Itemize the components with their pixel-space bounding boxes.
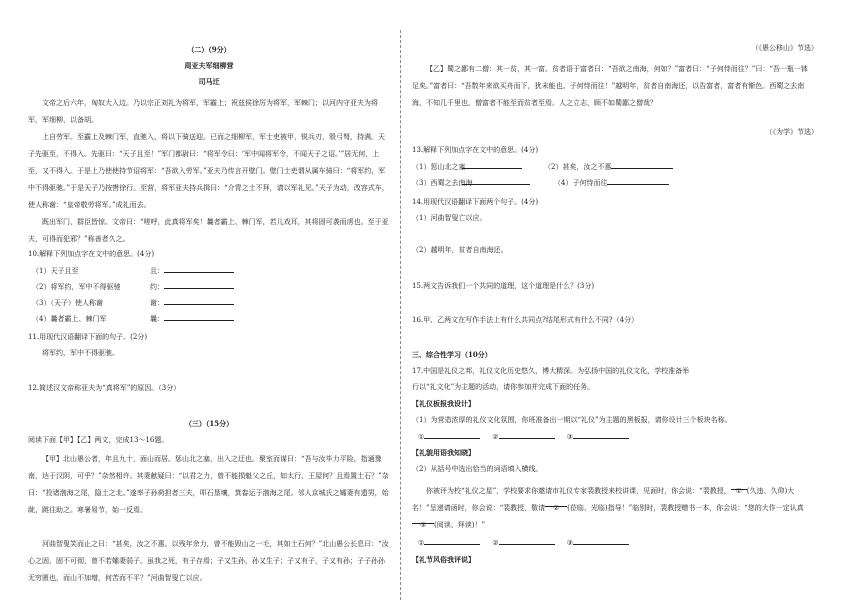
q13-row-2 — [412, 178, 669, 188]
subtask-2-blanks — [418, 538, 629, 548]
sub2-answer-blank-2[interactable] — [499, 538, 555, 545]
question-17-line-1: 17.中国是礼仪之邦，礼仪文化历史悠久，博大精深。为弘扬中国的礼仪文化，学校准备举 — [412, 367, 690, 375]
q10-item-4-text: （4）曩者霸上、棘门军 — [32, 315, 107, 323]
q14-sentence-1: （1）河曲智叟亡以应。 — [412, 214, 487, 222]
q10-blank-2[interactable] — [164, 282, 234, 289]
q10-item-3-text: （3）（天子）使人称谢 — [32, 299, 103, 307]
q10-item-3 — [32, 298, 234, 308]
sub2-num-1: ① — [735, 487, 742, 495]
q13-blank-2[interactable] — [611, 162, 673, 169]
source-1: （《愚公移山》节选） — [751, 44, 818, 52]
q13-blank-1[interactable] — [462, 162, 522, 169]
subtask-2-question: （2）从括号中选出恰当的词语填入横线。 — [412, 465, 543, 473]
q10-item-1-key: 且： — [150, 267, 164, 275]
q10-item-3-key: 谢： — [150, 299, 164, 307]
q10-item-4-key: 曩： — [150, 315, 164, 323]
section3-intro: 阅读下面【甲】【乙】两文，完成13～16题。 — [28, 436, 169, 444]
question-12: 12.简述汉文帝称亚夫为“真将军”的原因。（3分） — [28, 384, 181, 392]
q10-item-1-text: （1）天子且至 — [32, 267, 79, 275]
question-14: 14.用现代汉语翻译下面两个句子。(4分) — [412, 198, 539, 206]
author: 司马迁 — [198, 78, 220, 86]
sub1-blank-2[interactable] — [499, 432, 555, 439]
question-10: 10.解释下列加点字在文中的意思。(4分) — [28, 250, 155, 258]
q13-item-2-text: （2）甚矣，汝之不惠 — [544, 163, 612, 171]
subtask-1-title: 【礼仪板报我设计】 — [412, 399, 475, 408]
article-paragraph-2: 上自劳军。至霸上及棘门军，直驰入，将以下骑送迎。已而之细柳军，军士吏被甲，锐兵刃，彀弓弩，持满。天子先驱至，不得入。先驱曰：“天子且至！”军门都尉曰：“将军令曰：‘军中闻将军令，不闻天子之诏。’”居无何，上至，又不得入。于是上乃使使持节诏将军：“吾欲入劳军。”亚夫乃传言开壁门。壁门士吏谓从属车骑曰：“将军约，军中不得驱驰。”于是天子乃按辔徐行。至营，将军亚夫持兵揖曰：“介胄之士不拜，请以军礼见。”天子为动，改容式车，使人称谢：“皇帝敬劳将军。”成礼而去。 — [28, 133, 389, 209]
subtask-2-paragraph — [412, 483, 814, 534]
question-11: 11.用现代汉语翻译下面的句子。(2分) — [28, 333, 148, 341]
sub2-text-3: (莅临、光临)指导！”临别时，裴教授赠书一本，你会说：“您的大作一定认真 — [567, 504, 804, 512]
section-comprehensive: 三、综合性学习（10分） — [412, 350, 492, 359]
sub2-blank-1[interactable] — [731, 483, 747, 495]
q13-item-4-text: （4）子何恃而往 — [554, 179, 608, 187]
subtask-1-blanks — [418, 432, 629, 442]
jia-paragraph-2: 河曲智叟笑而止之曰：“甚矣，汝之不惠。以残年余力，曾不能毁山之一毛，其如土石何？”北山愚公长息曰：“汝心之固，固不可彻，曾不若孀妻弱子。虽我之死，有子存焉；子又生孙，孙又生子；子又有子，子又有孙；子子孙孙无穷匮也，而山不加增，何苦而不平？”河曲智叟亡以应。 — [28, 540, 389, 582]
q13-row-1 — [412, 162, 673, 172]
q10-blank-3[interactable] — [164, 298, 234, 305]
sub1-blank-3[interactable] — [573, 432, 629, 439]
sub1-label-2: ② — [492, 433, 499, 441]
q10-item-2 — [32, 282, 234, 292]
q10-blank-1[interactable] — [164, 266, 234, 273]
question-13: 13.解释下列加点字在文中的意思。(4分) — [412, 146, 539, 154]
sub2-label-2: ② — [492, 539, 499, 547]
sub2-answer-blank-1[interactable] — [424, 538, 480, 545]
source-2: （《为学》节选） — [765, 128, 818, 136]
q10-item-2-key: 约： — [150, 283, 164, 291]
subtask-2-title: 【礼貌用语我知晓】 — [412, 448, 475, 457]
question-15: 15.两文告诉我们一个共同的道理，这个道理是什么？(3分) — [412, 282, 595, 290]
q14-sentence-2: （2）越明年，贫者自南海还。 — [412, 246, 508, 254]
yi-paragraph: 【乙】蜀之鄙有二僧：其一贫，其一富。贫者语于富者曰：“吾欲之南海，何如？”富者曰：“子何恃而往？”曰：“吾一瓶一钵足矣。”富者曰：“吾数年来欲买舟而下，犹未能也。子何恃而往！”越明年，贫者自南海还，以告富者，富者有惭色。西蜀之去南海，不知几千里也，僧富者不能至而贫者至焉。人之立志，顾不如蜀鄙之僧哉？ — [412, 65, 808, 107]
column-divider — [400, 30, 401, 600]
q13-item-3-text: （3）西蜀之去南海 — [412, 179, 473, 187]
question-17-line-2: 行以“礼文化”为主题的活动，请你参加并完成下面的任务。 — [412, 383, 595, 391]
section3-title: （三）（15分） — [184, 419, 234, 428]
sub2-num-3: ③ — [419, 521, 427, 529]
sub1-label-3: ③ — [566, 433, 573, 441]
question-16: 16.甲、乙两文在写作手法上有什么共同点?结尾形式有什么不同?（4分） — [412, 316, 639, 324]
q11-sentence: 将军约，军中不得驱驰。 — [42, 349, 119, 357]
article-paragraph-3: 既出军门，群臣皆惊。文帝曰：“嗟呼，此真将军矣！曩者霸上、棘门军，若儿戏耳，其将固可袭而虏也。至于亚夫，可得而犯邪？”称善者久之。 — [28, 218, 389, 243]
sub2-num-2: ② — [553, 504, 560, 512]
sub2-blank-2[interactable] — [545, 500, 567, 512]
sub2-text-4: (阅读、拜读)！” — [434, 521, 486, 529]
sub2-text-2: (久违、久仰)大名！”呈递请函时，你会说：“裴教授，敬请 — [412, 487, 795, 512]
subtask-1-question: （1）为营造浓厚的礼仪文化氛围，你班准备出一期以“礼仪”为主题的黑板报，请你设计三个板块名称。 — [412, 416, 732, 424]
sub1-label-1: ① — [418, 433, 425, 441]
q10-blank-4[interactable] — [164, 314, 234, 321]
subtask-3-title: 【礼节风俗我评说】 — [412, 555, 475, 564]
sub2-blank-3[interactable] — [412, 517, 434, 529]
q10-item-2-text: （2）将军约，军中不得驱驰 — [32, 283, 121, 291]
sub2-text-1: 你被评为校“礼仪之星”，学校要求你邀请市礼仪专家裴教授来校讲课，见面时，你会说：“裴教授， — [426, 487, 731, 495]
sub1-blank-1[interactable] — [424, 432, 480, 439]
sub2-label-1: ① — [418, 539, 425, 547]
q10-item-4 — [32, 314, 234, 324]
q13-blank-4[interactable] — [607, 178, 669, 185]
q13-blank-3[interactable] — [462, 178, 530, 185]
article-paragraph-1: 文帝之后六年，匈奴大入边。乃以宗正刘礼为将军，军霸上；祝兹侯徐厉为将军，军棘门；以河内守亚夫为将军，军细柳，以备胡。 — [28, 99, 378, 124]
sub2-answer-blank-3[interactable] — [573, 538, 629, 545]
q13-item-1-text: （1）惩山北之塞 — [412, 163, 466, 171]
q10-item-1 — [32, 266, 234, 276]
article-title: 周亚夫军细柳营 — [184, 62, 234, 70]
jia-paragraph-1: 【甲】北山愚公者，年且九十，面山而居。惩山北之塞，出入之迂也。聚室而谋曰：“吾与汝毕力平险，指通豫南，达于汉阴，可乎？”杂然相许。其妻献疑曰：“以君之力，曾不能损魁父之丘，如太行、王屋何？且焉置土石？”杂曰：“投诸渤海之尾，隐土之北。”遂率子孙荷担者三夫，叩石垦壤，箕畚运于渤海之尾。邻人京城氏之孀妻有遗男，始龀，跳往助之。寒暑易节，始一反焉。 — [28, 455, 389, 514]
sub2-label-3: ③ — [566, 539, 573, 547]
section2-title: （二）（9分） — [187, 45, 231, 54]
